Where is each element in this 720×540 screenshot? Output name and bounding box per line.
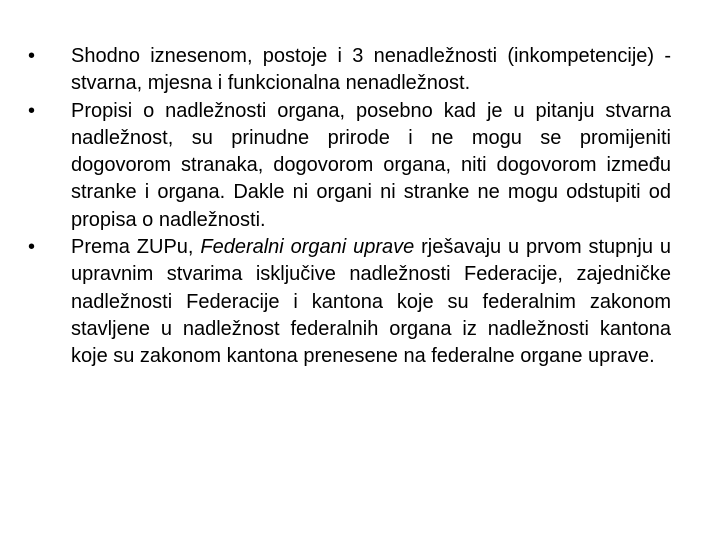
bullet-text-rest: rješavaju u prvom stupnju u upravnim stvarima isključive nadležnosti Federacije, zajedničke nadležnosti Federacije i kantona koje su federalnim zakonom stavljene u nadležnost federalnih organa iz nadležnosti kantona koje su zakonom kantona prenesene na federalne organe uprave. [71, 236, 671, 368]
bullet-text: Shodno iznesenom, postoje i 3 nenadležnosti (inkompetencije) - stvarna, mjesna i funkcionalna nenadležnost. [71, 45, 671, 95]
bullet-item-federal-organs [28, 234, 671, 370]
bullet-text [71, 234, 671, 370]
bullet-item-jurisdiction-types [28, 43, 671, 98]
bullet-text-emphasis: Federalni organi uprave [200, 236, 415, 259]
bullet-list [28, 43, 671, 371]
bullet-icon: • [28, 45, 36, 67]
bullet-text-lead: Prema ZUPu, [71, 236, 201, 259]
bullet-item-jurisdiction-rules [28, 98, 671, 234]
bullet-icon: • [28, 99, 36, 122]
bullet-text: Propisi o nadležnosti organa, posebno kad je u pitanju stvarna nadležnost, su prinudne prirode i ne mogu se promijeniti dogovorom stranaka, dogovorom organa, niti dogovorom između stranke i organa. Dakle ni organi ni stranke ne mogu odstupiti od propisa o nadležnosti. [71, 99, 671, 231]
bullet-icon: • [28, 236, 36, 259]
